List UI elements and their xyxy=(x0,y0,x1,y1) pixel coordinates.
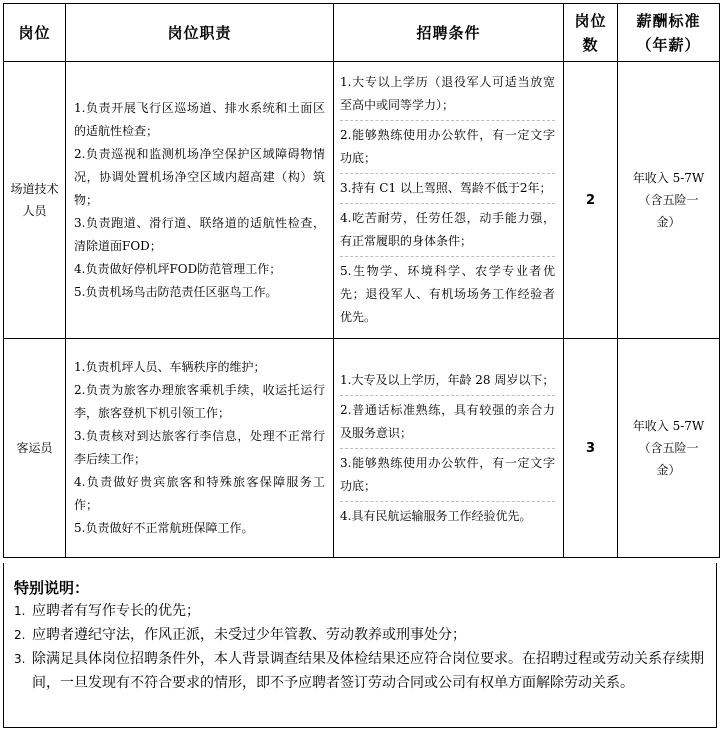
salary-line: 金） xyxy=(656,215,681,229)
requirement-item: 3.能够熟练使用办公软件，有一定文字功底； xyxy=(340,452,555,502)
duty-item: 4.负责做好停机坪FOD防范管理工作； xyxy=(74,261,282,276)
position-cell: 客运员 xyxy=(4,339,66,558)
note-item xyxy=(14,599,704,623)
count-cell: 2 xyxy=(564,62,618,339)
table-row xyxy=(4,62,720,339)
requirement-item: 1.大专以上学历（退役军人可适当放宽至高中或同等学力）； xyxy=(340,71,555,121)
note-number: 2. xyxy=(14,628,26,642)
salary-line: 金） xyxy=(656,463,681,477)
requirement-item: 4.吃苦耐劳，任劳任怨，动手能力强，有正常履职的身体条件； xyxy=(340,207,555,257)
salary-line: 年收入 5-7W xyxy=(632,419,705,433)
salary-line: （含五险一 xyxy=(638,193,699,207)
note-item xyxy=(14,623,704,647)
header-duties: 岗位职责 xyxy=(66,4,334,62)
special-notes xyxy=(3,563,717,728)
header-count xyxy=(564,4,618,62)
requirement-item: 4.具有民航运输服务工作经验优先。 xyxy=(340,508,532,523)
duty-item: 4.负责做好贵宾旅客和特殊旅客保障服务工作； xyxy=(74,475,325,512)
duty-item: 3.负责核对到达旅客行李信息，处理不正常行李后续工作； xyxy=(74,429,325,466)
requirements-cell xyxy=(334,62,564,339)
job-table xyxy=(3,3,720,558)
duty-item: 1.负责机坪人员、车辆秩序的维护； xyxy=(74,360,266,374)
requirement-item: 5.生物学、环境科学、农学专业者优先；退役军人、有机场场务工作经验者优先。 xyxy=(340,264,555,324)
requirement-item: 2.普通话标准熟练，具有较强的亲合力及服务意识； xyxy=(340,399,555,449)
position-cell: 场道技术人员 xyxy=(4,62,66,339)
count-cell: 3 xyxy=(564,339,618,558)
header-salary-line2: （年薪） xyxy=(636,35,701,54)
duties-cell xyxy=(66,62,334,339)
duty-item: 2.负责为旅客办理旅客乘机手续，收运托运行李，旅客登机下机引领工作； xyxy=(74,383,325,420)
table-header-row xyxy=(4,4,720,62)
duty-item: 3.负责跑道、滑行道、联络道的适航性检查，清除道面FOD； xyxy=(74,215,325,253)
salary-line: （含五险一 xyxy=(638,441,699,455)
note-number: 1. xyxy=(14,604,26,618)
header-salary xyxy=(618,4,720,62)
header-count-line1: 岗位 xyxy=(574,11,607,30)
note-text: 应聘者遵纪守法，作风正派，未受过少年管教、劳动教养或刑事处分； xyxy=(32,627,466,643)
header-requirements: 招聘条件 xyxy=(334,4,564,62)
duty-item: 2.负责巡视和监测机场净空保护区域障碍物情况，协调处置机场净空区域内超高建（构）筑物； xyxy=(74,146,325,207)
note-number: 3. xyxy=(14,652,26,666)
salary-cell xyxy=(618,62,720,339)
note-text: 除满足具体岗位招聘条件外，本人背景调查结果及体检结果还应符合岗位要求。在招聘过程或劳动关系存续期间，一旦发现有不符合要求的情形，即不予应聘者签订劳动合同或公司有权单方面解除劳动关系。 xyxy=(32,651,704,691)
requirement-item: 1.大专及以上学历，年龄 28 周岁以下； xyxy=(340,369,555,396)
duties-cell xyxy=(66,339,334,558)
table-row xyxy=(4,339,720,558)
requirement-item: 2.能够熟练使用办公软件，有一定文字功底； xyxy=(340,124,555,174)
duty-item: 5.负责机场鸟击防范责任区驱鸟工作。 xyxy=(74,284,278,299)
duty-item: 1.负责开展飞行区巡场道、排水系统和土面区的适航性检查； xyxy=(74,100,325,138)
requirement-item: 3.持有 C1 以上驾照、驾龄不低于2年； xyxy=(340,177,555,204)
notes-title: 特别说明： xyxy=(14,579,90,597)
salary-line: 年收入 5-7W xyxy=(632,171,705,185)
note-text: 应聘者有写作专长的优先； xyxy=(32,603,200,619)
header-position: 岗位 xyxy=(4,4,66,62)
requirements-cell xyxy=(334,339,564,558)
note-item xyxy=(14,647,704,695)
salary-cell xyxy=(618,339,720,558)
header-salary-line1: 薪酬标准 xyxy=(636,11,701,30)
duty-item: 5.负责做好不正常航班保障工作。 xyxy=(74,521,254,535)
header-count-line2: 数 xyxy=(582,35,599,54)
